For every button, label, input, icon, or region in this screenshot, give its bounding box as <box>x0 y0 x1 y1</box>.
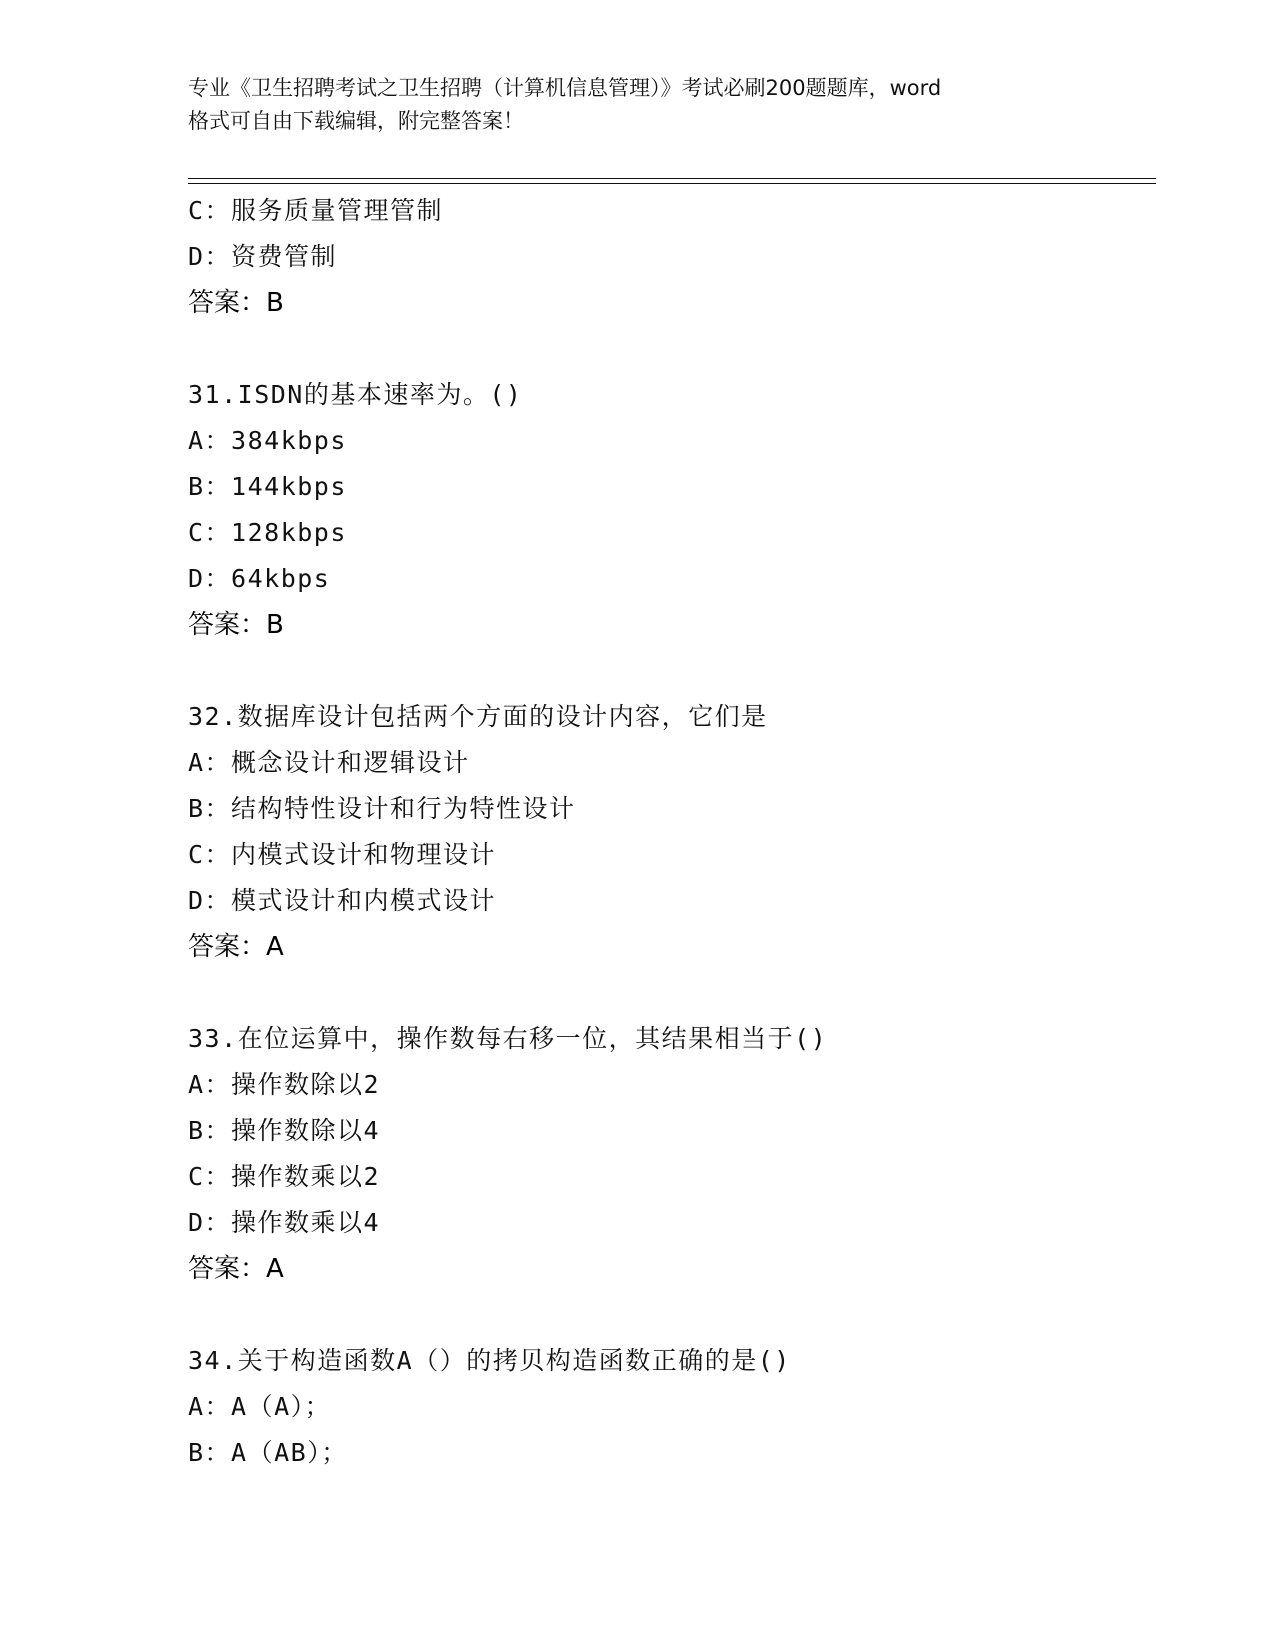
answer-line: 答案：B <box>188 610 284 640</box>
option-d: D：操作数乘以4 <box>188 1208 381 1237</box>
header-rule-bottom <box>188 183 1156 184</box>
spacer <box>188 648 1148 694</box>
question-text: 33.在位运算中，操作数每右移一位，其结果相当于() <box>188 1024 828 1053</box>
document-header <box>188 72 1088 138</box>
question-list <box>188 188 1148 1476</box>
option-a: A：概念设计和逻辑设计 <box>188 748 470 777</box>
answer-line: 答案：B <box>188 288 284 318</box>
header-rule-top <box>188 178 1156 179</box>
option-a: A：A（A）； <box>188 1392 332 1421</box>
header-line-1: 专业《卫生招聘考试之卫生招聘（计算机信息管理）》考试必刷200题题库，word <box>188 76 942 100</box>
option-c: C：内模式设计和物理设计 <box>188 840 497 869</box>
option-b: B：144kbps <box>188 472 347 501</box>
question-text: 32.数据库设计包括两个方面的设计内容，它们是 <box>188 702 768 731</box>
option-b: B：结构特性设计和行为特性设计 <box>188 794 576 823</box>
answer-line: 答案：A <box>188 932 284 962</box>
option-d: D：64kbps <box>188 564 331 593</box>
spacer <box>188 326 1148 372</box>
option-a: A：操作数除以2 <box>188 1070 381 1099</box>
spacer <box>188 970 1148 1016</box>
question-text: 34.关于构造函数A（）的拷贝构造函数正确的是() <box>188 1346 791 1375</box>
option-c: C：服务质量管理管制 <box>188 196 444 225</box>
question-block-30 <box>188 188 1148 326</box>
option-c: C：128kbps <box>188 518 347 547</box>
question-block-33 <box>188 1016 1148 1292</box>
option-b: B：A（AB）； <box>188 1438 348 1467</box>
option-c: C：操作数乘以2 <box>188 1162 381 1191</box>
question-block-32 <box>188 694 1148 970</box>
answer-line: 答案：A <box>188 1254 284 1284</box>
option-d: D：模式设计和内模式设计 <box>188 886 497 915</box>
question-text: 31.ISDN的基本速率为。() <box>188 380 523 409</box>
question-block-31 <box>188 372 1148 648</box>
option-a: A：384kbps <box>188 426 347 455</box>
header-line-2: 格式可自由下载编辑，附完整答案！ <box>188 109 524 133</box>
option-b: B：操作数除以4 <box>188 1116 381 1145</box>
spacer <box>188 1292 1148 1338</box>
option-d: D：资费管制 <box>188 242 338 271</box>
question-block-34 <box>188 1338 1148 1476</box>
